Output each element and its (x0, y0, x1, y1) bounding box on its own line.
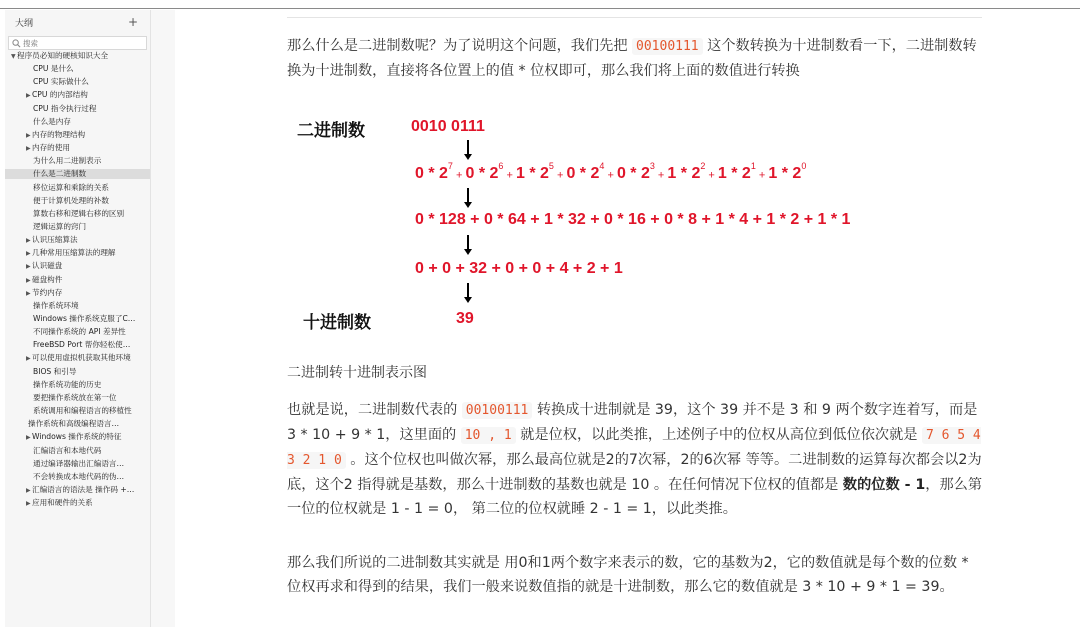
chevron-right-icon[interactable]: ▶ (26, 500, 31, 508)
outline-item[interactable] (5, 169, 151, 179)
power-exponent: 0 (801, 161, 807, 171)
row-weights: 0 * 128 + 0 * 64 + 1 * 32 + 0 * 16 + 0 * 8 + 1 * 4 + 1 * 2 + 1 * 1 (415, 211, 851, 228)
outline-item[interactable] (33, 156, 101, 166)
power-coefficient: 1 (768, 165, 778, 183)
outline-item-label: CPU 实际做什么 (33, 77, 89, 87)
outline-item-label: 认识磁盘 (32, 261, 63, 271)
power-coefficient: 0 (616, 165, 626, 183)
inline-code-binary-2: 00100111 (462, 402, 533, 419)
p2-text-5: ，那么第一位的位权就是 1 - 1 = 0， 第二位的位权就睡 2 - 1 = 1，以此类推。 (287, 477, 983, 517)
outline-item[interactable] (33, 196, 109, 206)
outline-item-label: 操作系统功能的历史 (33, 379, 102, 389)
outline-item-label: 操作系统和高级编程语言… (28, 419, 120, 429)
outline-item-label: 移位运算和乘除的关系 (33, 182, 109, 192)
paragraph-summary: 那么我们所说的二进制数其实就是 用0和1两个数字来表示的数，它的基数为2，它的数值就是每个数的位数 * 位权再求和得到的结果，我们一般来说数值指的就是十进制数，那么它的数值就是 3 * 10 + 9 * 1 = 39。 (287, 555, 969, 595)
outline-item-label: 逻辑运算的窍门 (33, 221, 87, 231)
outline-item-label: FreeBSD Port 帮你轻松使… (33, 340, 131, 350)
conversion-diagram (287, 108, 987, 348)
power-exponent: 7 (447, 161, 453, 171)
p2-text-1: 也就是说，二进制数代表的 (287, 402, 462, 418)
power-exponent: 6 (498, 161, 504, 171)
outline-item[interactable] (26, 261, 62, 272)
outline-item[interactable] (33, 327, 126, 337)
outline-item[interactable] (33, 301, 79, 311)
label-decimal: 十进制数 (303, 313, 371, 333)
outline-item[interactable] (33, 222, 86, 232)
chevron-right-icon[interactable]: ▶ (26, 263, 31, 271)
arrow-down-2 (467, 188, 469, 202)
decimal-value: 39 (456, 310, 474, 327)
add-icon[interactable]: + (127, 15, 138, 29)
outline-item[interactable] (33, 77, 89, 87)
outline-item-label: 什么是二进制数 (33, 169, 87, 179)
sidebar-scroll-gutter (151, 10, 175, 627)
outline-item-label: 可以使用虚拟机获取其他环境 (32, 353, 131, 363)
paragraph-intro (287, 34, 987, 83)
binary-value: 0010 0111 (411, 118, 485, 135)
power-exponent: 3 (649, 161, 655, 171)
arrow-down-3 (467, 235, 469, 249)
outline-item-label: 认识压缩算法 (32, 235, 78, 245)
outline-item-label: 内存的使用 (32, 143, 70, 153)
outline-item-label: 磁盘构件 (32, 274, 63, 284)
outline-item-label: 程序员必知的硬核知识大全 (17, 51, 109, 60)
inline-code-weights: 10 , 1 (461, 427, 516, 444)
outline-item-label: BIOS 和引导 (33, 366, 77, 376)
power-term: $1 * 2^0$ (768, 161, 807, 183)
power-coefficient: 1 (667, 165, 677, 183)
outline-item[interactable] (33, 472, 124, 482)
outline-title: 大纲 (15, 18, 34, 29)
p1-text-2: 这个数转换为十进制数看一下，二进制数转换为十进制数，直接将各位置上的值 * 位权即可，那么我们将上面的数值进行转换 (287, 38, 977, 79)
power-coefficient: 0 (465, 165, 475, 183)
outline-item-label: 操作系统环境 (33, 300, 79, 310)
label-binary: 二进制数 (297, 121, 365, 141)
figure-caption: 二进制转十进制表示图 (287, 365, 427, 381)
outline-item[interactable] (33, 406, 132, 416)
outline-item[interactable] (11, 51, 108, 62)
outline-item-label: 什么是内存 (33, 116, 71, 126)
outline-item-label: CPU 指令执行过程 (33, 103, 97, 113)
outline-item[interactable] (33, 446, 101, 456)
outline-item[interactable] (33, 104, 96, 114)
power-term: $1 * 2^1$ (717, 161, 756, 183)
search-input[interactable] (23, 39, 143, 48)
outline-item-label: 汇编语言和本地代码 (33, 445, 102, 455)
outline-item-label: Windows 操作系统的特征 (32, 432, 122, 442)
outline-item-label: 不同操作系统的 API 差异性 (33, 327, 126, 337)
bold-digit-position: 数的位数 - 1 (842, 477, 926, 493)
outline-item[interactable] (26, 248, 116, 259)
outline-item[interactable] (33, 183, 109, 193)
outline-item[interactable] (33, 393, 117, 403)
chevron-right-icon[interactable]: ▶ (26, 131, 31, 139)
outline-item-label: 通过编译器输出汇编语言… (33, 458, 125, 468)
arrow-down-4 (467, 283, 469, 297)
outline-item-label: 不会转换成本地代码的伪… (33, 471, 125, 481)
outline-item[interactable] (33, 380, 101, 390)
outline-item-label: 为什么用二进制表示 (33, 156, 102, 166)
outline-item[interactable] (33, 64, 74, 74)
chevron-right-icon[interactable]: ▶ (26, 486, 31, 494)
power-term: $0 * 2^7$ (415, 161, 453, 183)
chevron-right-icon[interactable]: ▶ (26, 289, 31, 297)
outline-item-label: CPU 是什么 (33, 64, 74, 74)
outline-item-label: 汇编语言的语法是 操作码 +… (32, 484, 135, 494)
outline-item-label: 内存的物理结构 (32, 129, 86, 139)
arrow-down-1 (467, 140, 469, 154)
outline-item[interactable] (26, 235, 78, 246)
inline-code-binary: 00100111 (632, 38, 703, 55)
chevron-down-icon[interactable]: ▼ (11, 53, 16, 60)
chevron-right-icon[interactable]: ▶ (26, 250, 31, 258)
outline-item-label: 系统调用和编程语言的移植性 (33, 406, 132, 416)
outline-item[interactable] (26, 130, 85, 141)
p1-text-1: 那么什么是二进制数呢？为了说明这个问题，我们先把 (287, 38, 633, 54)
power-exponent: 1 (750, 161, 756, 171)
outline-item[interactable] (26, 90, 88, 101)
outline-item-label: 算数右移和逻辑右移的区别 (33, 208, 125, 218)
outline-item-label: CPU 的内部结构 (32, 90, 88, 100)
content-top-rule (287, 17, 982, 18)
chevron-right-icon[interactable]: ▶ (26, 434, 31, 442)
outline-item-label: 节约内存 (32, 287, 63, 297)
outline-item-label: 要把操作系统放在第一位 (33, 392, 117, 402)
outline-item[interactable] (26, 498, 93, 509)
outline-item[interactable] (26, 432, 121, 443)
power-term: $0 * 2^3$ (616, 161, 655, 183)
chevron-right-icon[interactable]: ▶ (26, 145, 31, 153)
p2-text-3: 就是位权，以此类推，上述例子中的位权从高位到低位依次就是 (515, 427, 922, 443)
paragraph-explanation (287, 398, 987, 521)
window-top-border (0, 8, 1080, 9)
row-sum: 0 + 0 + 32 + 0 + 0 + 4 + 2 + 1 (415, 260, 623, 277)
chevron-right-icon[interactable]: ▶ (26, 355, 31, 363)
row-powers: $0 * 2^7 + 0 * 2^6 + 1 * 2^5 + 0 * 2^4 + 0 * 2^3 + 1 * 2^2 + 1 * 2^1 + 1 * 2^0$ (415, 161, 807, 183)
outline-item[interactable] (26, 353, 131, 364)
p2-text-4: 。这个位权也叫做次幂，那么最高位就是2的7次幂，2的6次幂 等等。二进制数的运算每次都会以2为底，这个2 指得就是基数，那么十进制数的基数也就是 10 。在任何情况下位权的值都是 (287, 452, 982, 493)
power-coefficient: 0 (566, 165, 576, 183)
power-term: $0 * 2^6$ (465, 161, 504, 183)
power-term: $1 * 2^5$ (515, 161, 554, 183)
outline-item[interactable] (33, 314, 135, 324)
search-icon (12, 39, 21, 48)
outline-item[interactable] (33, 459, 124, 469)
outline-item[interactable] (33, 367, 76, 377)
outline-item-label: 便于计算机处理的补数 (33, 195, 109, 205)
outline-item[interactable] (33, 117, 71, 127)
outline-item[interactable] (33, 209, 124, 219)
inline-code-positions: 7 6 5 4 3 2 1 0 (287, 428, 981, 468)
outline-item[interactable] (26, 288, 62, 299)
chevron-right-icon[interactable]: ▶ (26, 276, 31, 284)
outline-item-label: 应用和硬件的关系 (32, 498, 93, 508)
outline-item-label: Windows 操作系统克服了C… (33, 314, 136, 323)
outline-header (5, 10, 150, 34)
power-term: $0 * 2^4$ (566, 161, 605, 183)
power-coefficient: 0 (415, 165, 424, 183)
outline-search[interactable] (8, 36, 147, 50)
power-coefficient: 1 (717, 165, 727, 183)
p2-text-2: 转换成十进制就是 39，这个 39 并不是 3 和 9 两个数字连着写，而是 3 * 10 + 9 * 1，这里面的 (287, 402, 978, 443)
outline-item-label: 几种常用压缩算法的理解 (32, 248, 116, 258)
chevron-right-icon[interactable]: ▶ (26, 92, 31, 100)
outline-item[interactable] (26, 485, 134, 496)
power-exponent: 5 (548, 161, 554, 171)
power-term: $1 * 2^2$ (667, 161, 706, 183)
outline-sidebar (5, 10, 151, 627)
outline-item[interactable] (28, 419, 119, 429)
outline-item[interactable] (26, 143, 70, 154)
power-coefficient: 1 (515, 165, 525, 183)
outline-item[interactable] (26, 275, 62, 286)
power-exponent: 4 (599, 161, 605, 171)
outline-item[interactable] (33, 340, 130, 350)
chevron-right-icon[interactable]: ▶ (26, 237, 31, 245)
power-exponent: 2 (700, 161, 706, 171)
